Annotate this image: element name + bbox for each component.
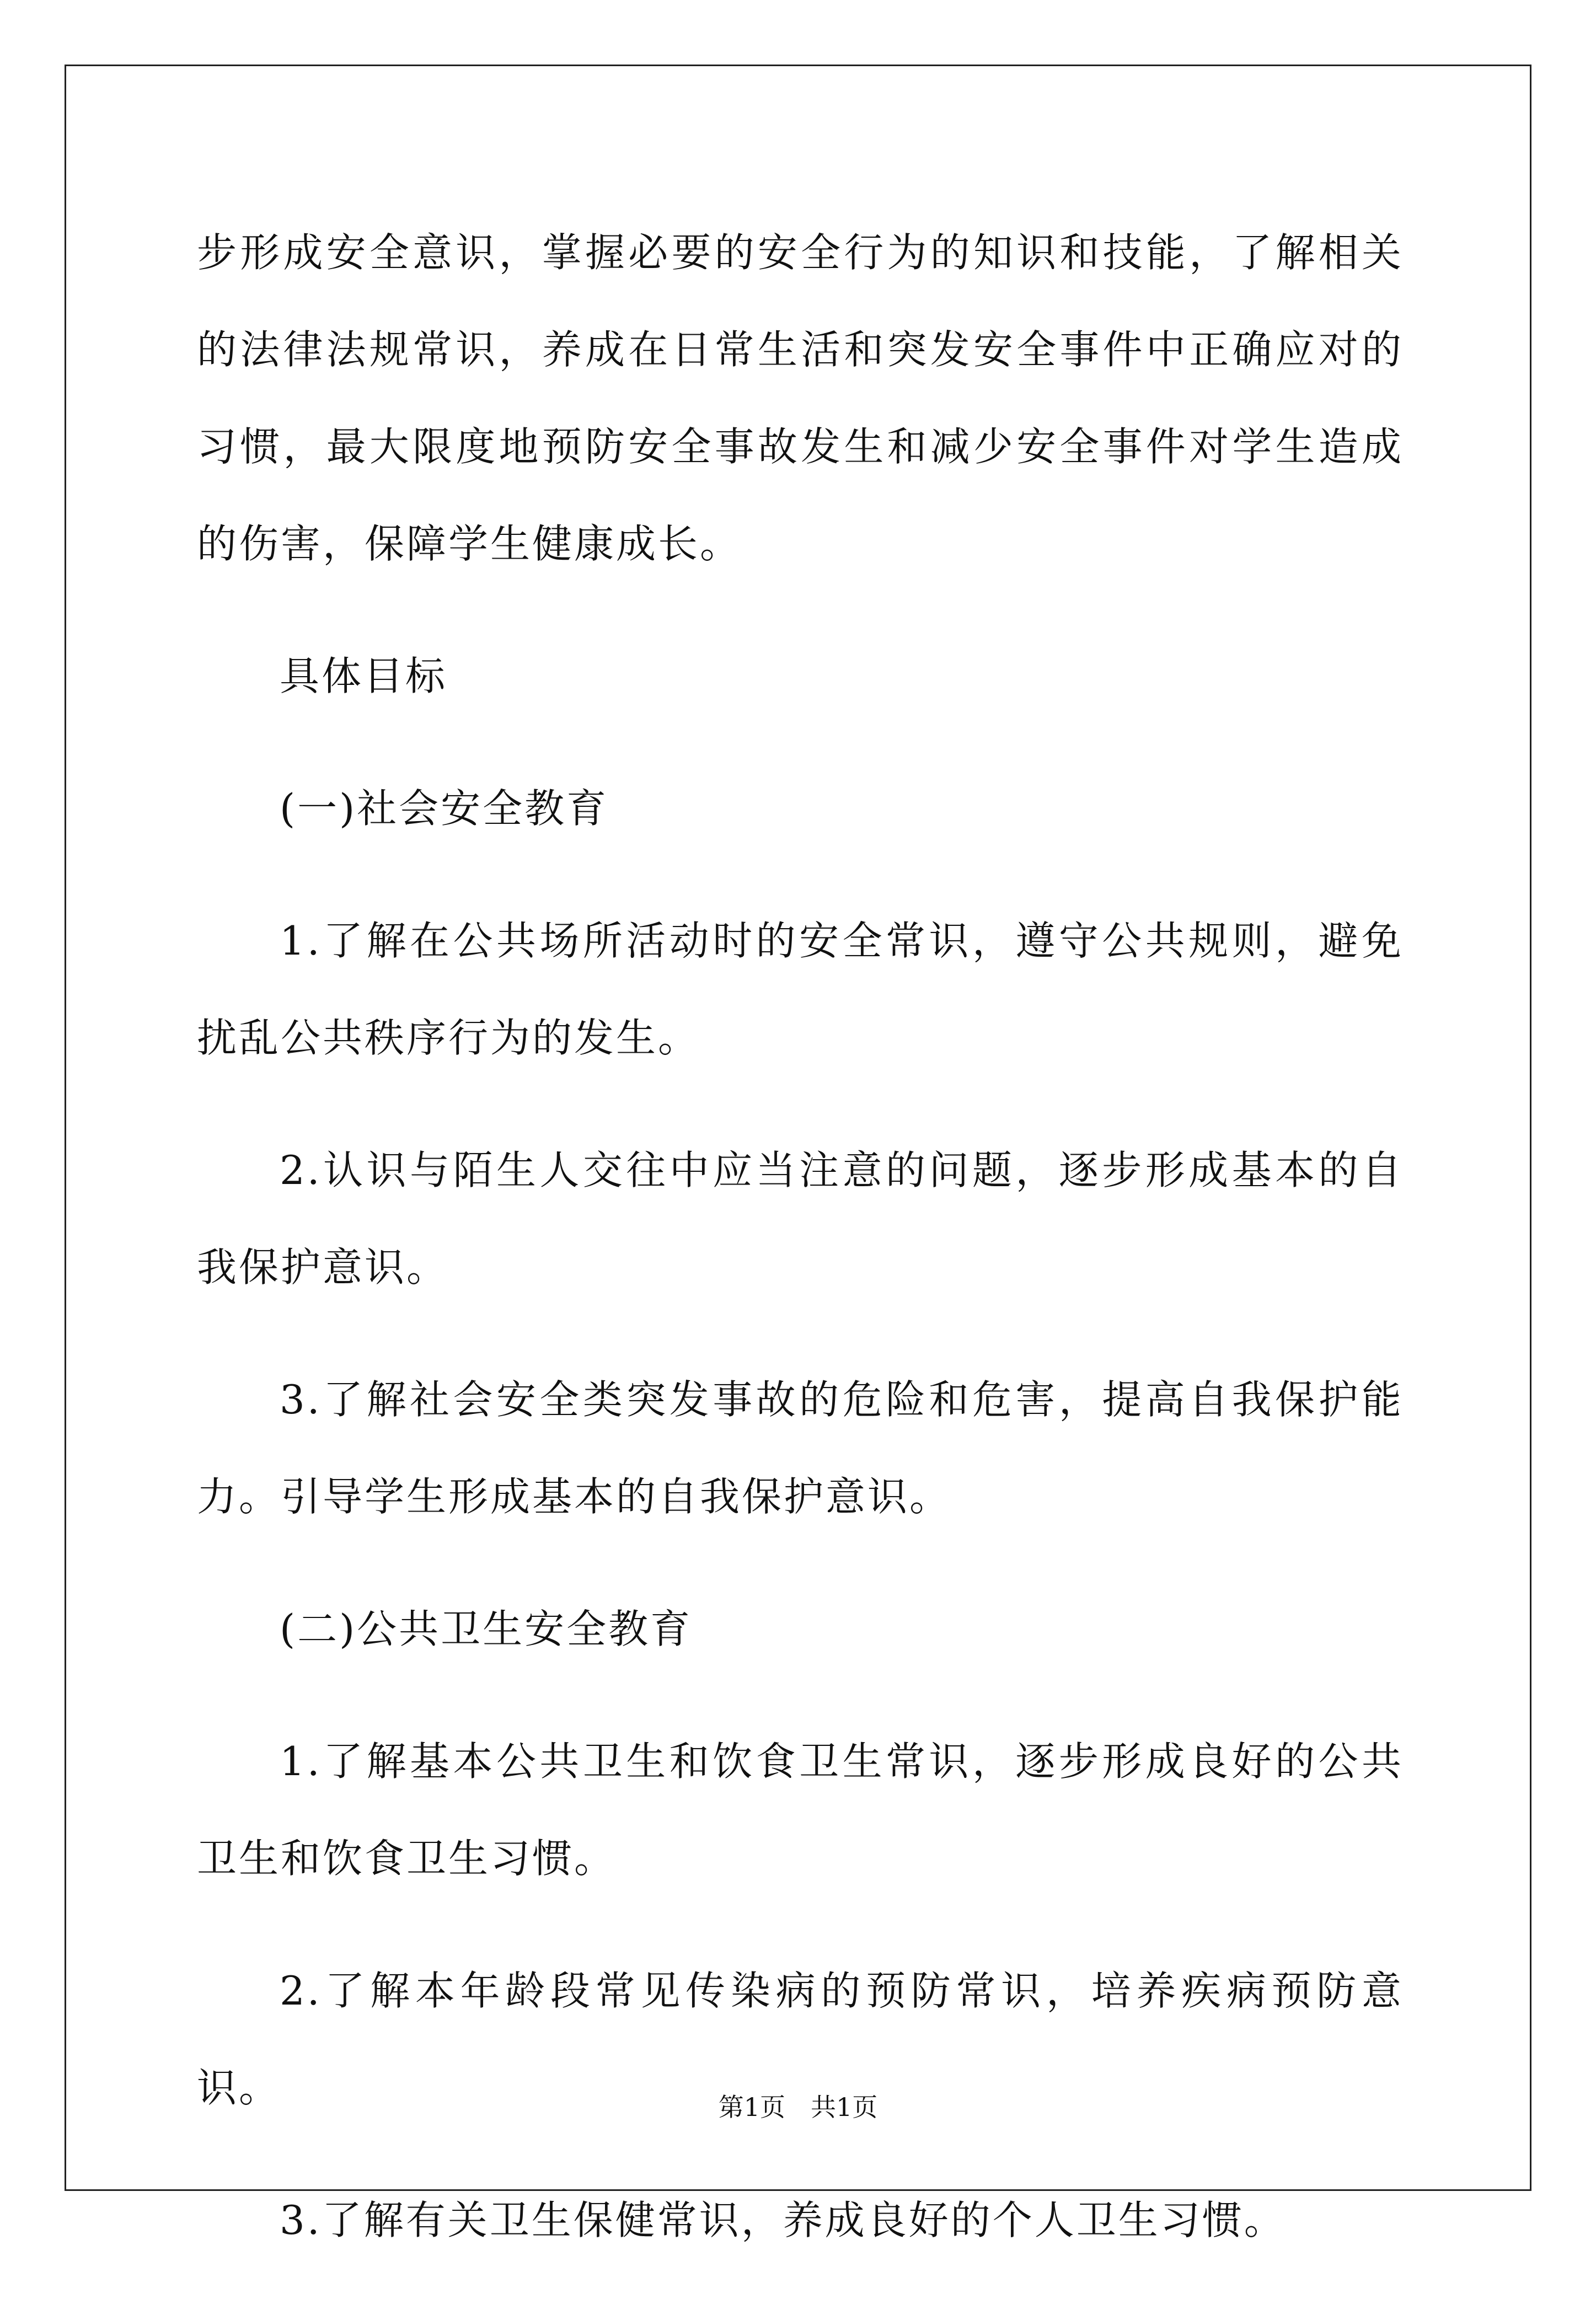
paragraph: 步形成安全意识，掌握必要的安全行为的知识和技能，了解相关的法律法规常识，养成在日常生活和突发安全事件中正确应对的习惯，最大限度地预防安全事故发生和减少安全事件对学生造成的伤害，保障学生健康成长。 <box>197 229 1404 567</box>
list-item: 2.认识与陌生人交往中应当注意的问题，逐步形成基本的自我保护意识。 <box>197 1147 1404 1290</box>
list-item: 3.了解有关卫生保健常识，养成良好的个人卫生习惯。 <box>280 2197 1286 2243</box>
section-heading-specific-goals: 具体目标 <box>280 653 448 699</box>
subsection-heading-social-safety: (一)社会安全教育 <box>280 785 609 832</box>
subsection-heading-public-health: (二)公共卫生安全教育 <box>280 1606 693 1652</box>
list-item: 3.了解社会安全类突发事故的危险和危害，提高自我保护能力。引导学生形成基本的自我保护意识。 <box>197 1376 1404 1520</box>
page-footer: 第1页 共1页 <box>718 2092 878 2122</box>
document-body <box>197 204 1404 2304</box>
list-item: 1.了解在公共场所活动时的安全常识，遵守公共规则，避免扰乱公共秩序行为的发生。 <box>197 918 1404 1061</box>
list-item: 1.了解基本公共卫生和饮食卫生常识，逐步形成良好的公共卫生和饮食卫生习惯。 <box>197 1738 1404 1882</box>
list-item: 2.了解本年龄段常见传染病的预防常识，培养疾病预防意识。 <box>197 1968 1404 2111</box>
